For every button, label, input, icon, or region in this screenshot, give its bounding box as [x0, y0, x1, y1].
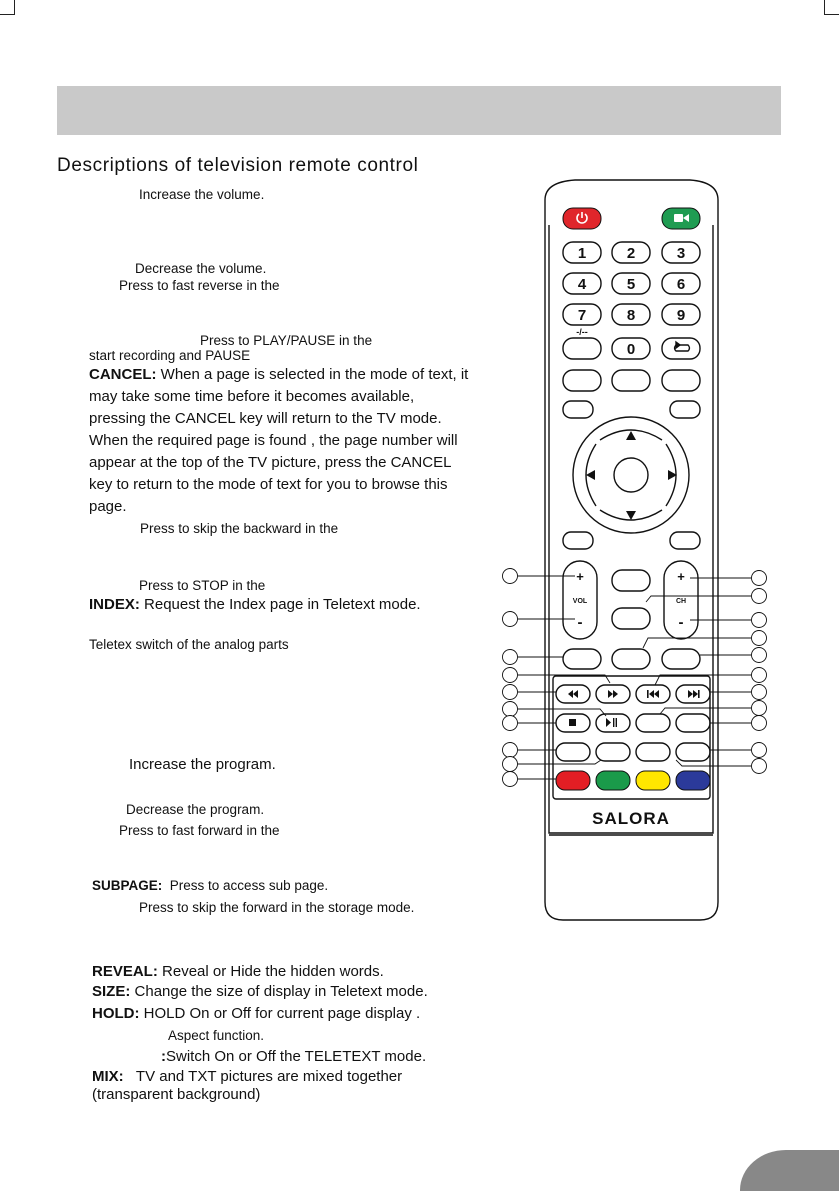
brand-logo: SALORA: [592, 809, 670, 828]
callout-line-l9: [518, 760, 601, 764]
callout-line-r4: [643, 638, 751, 648]
desc-play-pause: Press to PLAY/PAUSE in the: [200, 333, 373, 348]
crop-mark-top-left: [0, 0, 15, 15]
digit-3-label: 3: [676, 245, 686, 262]
mute-button[interactable]: [612, 570, 650, 591]
info-button[interactable]: [670, 532, 700, 549]
digit-8-label: 8: [626, 307, 636, 324]
left-arrow-icon[interactable]: [586, 470, 595, 480]
digit-9-label: 9: [676, 307, 686, 324]
remote-control: [500, 175, 770, 925]
dash-label: -/--: [576, 327, 588, 337]
callout-circle-r1: [752, 571, 767, 586]
digit-6-label: 6: [676, 276, 686, 293]
callout-circle-r3: [752, 613, 767, 628]
down-arrow-icon[interactable]: [626, 511, 636, 520]
index-text: Request the Index page in Teletext mode.: [144, 596, 421, 613]
hold-text: HOLD On or Off for current page display .: [143, 1005, 421, 1022]
callout-circle-l5: [503, 685, 518, 700]
callout-circle-l7: [503, 716, 518, 731]
digit-7-label: 7: [577, 307, 587, 324]
callout-circle-r9: [752, 716, 767, 731]
callout-circle-l2: [503, 612, 518, 627]
blue-button[interactable]: [676, 771, 710, 790]
ch-label: CH: [675, 598, 687, 605]
func-button-a[interactable]: [563, 370, 601, 391]
subpage-label: SUBPAGE:: [92, 878, 163, 893]
callout-circle-r2: [752, 589, 767, 604]
callout-circle-r8: [752, 701, 767, 716]
desc-stop: Press to STOP in the: [139, 578, 266, 593]
cancel-label: CANCEL:: [89, 366, 157, 383]
desc-vol-up: Increase the volume.: [139, 187, 265, 202]
digit-1-label: 1: [577, 245, 587, 262]
back-button[interactable]: [563, 532, 593, 549]
teletext-colon: :: [161, 1048, 166, 1065]
reveal-text: Reveal or Hide the hidden words.: [162, 963, 384, 980]
green-button[interactable]: [596, 771, 630, 790]
desc-subpage: [92, 877, 328, 894]
desc-skip-forward: Press to skip the forward in the storage mode.: [139, 900, 415, 915]
callout-circle-l3: [503, 650, 518, 665]
callout-circle-r4: [752, 631, 767, 646]
play-pause-icon: [606, 718, 617, 727]
desc-fast-forward: Press to fast forward in the: [119, 823, 280, 838]
up-arrow-icon[interactable]: [626, 431, 636, 440]
desc-skip-back: Press to skip the backward in the: [140, 521, 339, 536]
desc-hold: [92, 1005, 420, 1022]
digit-4-label: 4: [577, 276, 587, 293]
digit-0-label: 0: [626, 341, 636, 358]
callout-circle-l6: [503, 702, 518, 717]
vol-label: VOL: [572, 598, 588, 605]
desc-reveal: [92, 963, 384, 980]
desc-vol-down: Decrease the volume.: [135, 261, 267, 276]
desc-cancel: [89, 364, 469, 518]
desc-size: [92, 983, 428, 1000]
exit-button[interactable]: [670, 401, 700, 418]
ok-button[interactable]: [614, 458, 648, 492]
row1-button-c[interactable]: [662, 649, 700, 669]
row1-button-b[interactable]: [612, 649, 650, 669]
page-number-tab: [740, 1150, 839, 1191]
callout-line-r8: [660, 708, 751, 714]
func-button-b[interactable]: [612, 370, 650, 391]
desc-teletext-switch: Teletex switch of the analog parts: [89, 637, 289, 652]
recall-icon: [675, 342, 690, 351]
desc-mix: [92, 1068, 402, 1085]
hold-label: HOLD:: [92, 1005, 140, 1022]
row1-button-a[interactable]: [563, 649, 601, 669]
power-button[interactable]: [563, 208, 601, 229]
media-button-x[interactable]: [636, 714, 670, 732]
desc-fast-reverse: Press to fast reverse in the: [119, 278, 280, 293]
cancel-text: When a page is selected in the mode of text, it may take some time before it becomes available, pressing the CANCEL key will return to the TV mode. When the required page is found , the page number will appear at the top of the TV picture, press the CANCEL key to return to the mode of text for you to browse this page.: [89, 366, 469, 515]
fav-button[interactable]: [612, 608, 650, 629]
txt-button-3[interactable]: [636, 743, 670, 761]
desc-mix-2: (transparent background): [92, 1086, 261, 1103]
size-text: Change the size of display in Teletext mode.: [134, 983, 428, 1000]
func-button-c[interactable]: [662, 370, 700, 391]
index-label: INDEX:: [89, 596, 140, 613]
stop-icon: [569, 719, 576, 726]
callout-circle-l8: [503, 743, 518, 758]
fast-reverse-icon: [568, 690, 578, 698]
dash-button[interactable]: [563, 338, 601, 359]
txt-button-1[interactable]: [556, 743, 590, 761]
ch-plus-label: +: [677, 569, 685, 584]
desc-start-recording: start recording and PAUSE: [89, 348, 251, 363]
callout-circle-r10: [752, 743, 767, 758]
desc-program-up: Increase the program.: [129, 756, 276, 773]
fast-forward-icon: [608, 690, 618, 698]
desc-index: [89, 596, 421, 613]
page-title: Descriptions of television remote control: [57, 155, 419, 176]
mix-text: TV and TXT pictures are mixed together: [135, 1068, 403, 1085]
skip-forward-icon: [688, 690, 700, 698]
desc-teletext: [161, 1048, 426, 1065]
callout-circle-r7: [752, 685, 767, 700]
callout-circle-l4: [503, 668, 518, 683]
teletext-text: Switch On or Off the TELETEXT mode.: [166, 1048, 427, 1065]
callout-circle-l1: [503, 569, 518, 584]
subpage-text: Press to access sub page.: [169, 878, 329, 893]
crop-mark-top-right: [824, 0, 839, 15]
desc-aspect: Aspect function.: [168, 1028, 265, 1043]
callout-circle-r5: [752, 648, 767, 663]
skip-back-icon: [647, 690, 659, 698]
vol-minus-label: -: [577, 614, 583, 631]
yellow-button[interactable]: [636, 771, 670, 790]
digit-2-label: 2: [626, 245, 636, 262]
vol-plus-label: +: [576, 569, 584, 584]
callout-circle-l9: [503, 757, 518, 772]
ch-minus-label: -: [678, 614, 684, 631]
menu-button[interactable]: [563, 401, 593, 418]
digit-5-label: 5: [626, 276, 636, 293]
red-button[interactable]: [556, 771, 590, 790]
desc-program-down: Decrease the program.: [126, 802, 265, 817]
header-bar: [57, 86, 781, 135]
media-button-y[interactable]: [676, 714, 710, 732]
callout-circle-r11: [752, 759, 767, 774]
mix-label: MIX:: [92, 1068, 124, 1085]
callout-circle-r6: [752, 668, 767, 683]
txt-button-2[interactable]: [596, 743, 630, 761]
recall-button[interactable]: [662, 338, 700, 359]
size-label: SIZE:: [92, 983, 131, 1000]
txt-button-4[interactable]: [676, 743, 710, 761]
reveal-label: REVEAL:: [92, 963, 158, 980]
callout-circle-l10: [503, 772, 518, 787]
